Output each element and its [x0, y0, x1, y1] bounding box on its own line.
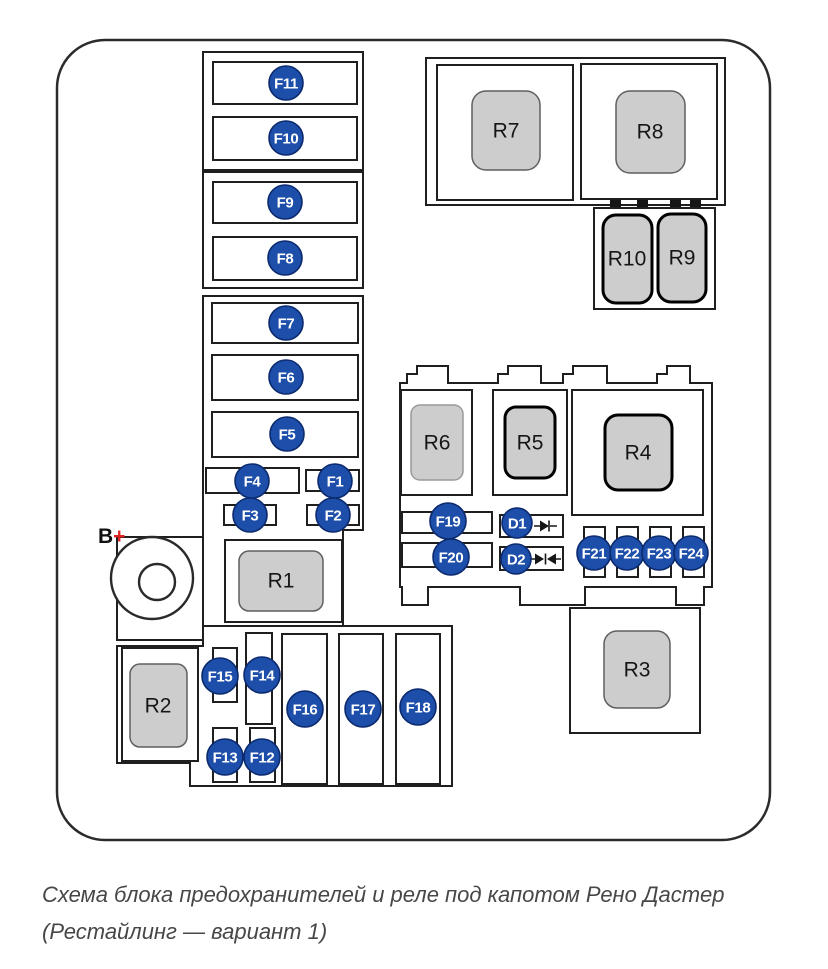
fuse-f23-label: F23: [646, 545, 672, 563]
fuse-f12-label: F12: [249, 749, 275, 767]
relay-r6-label: R6: [423, 431, 451, 455]
fuse-f19-label: F19: [435, 513, 461, 531]
fuse-f4-label: F4: [243, 473, 261, 491]
relay-r9-label: R9: [668, 246, 696, 270]
fuse-f10-label: F10: [273, 130, 299, 148]
connector-dash: [610, 200, 621, 207]
fuse-f17-label: F17: [350, 701, 376, 719]
fuse-f7-label: F7: [277, 315, 295, 333]
relay-r4-label: R4: [624, 441, 652, 465]
fuse-f24-label: F24: [678, 545, 704, 563]
battery-positive-label: [98, 525, 125, 548]
relay-r10-label: R10: [607, 247, 647, 271]
diagram-caption: [42, 876, 792, 950]
fuse-f11-label: F11: [274, 75, 298, 93]
battery-terminal-post-icon: [139, 564, 175, 600]
fuse-f9-label: F9: [276, 194, 294, 212]
relay-r3-label: R3: [623, 658, 651, 682]
relay-r1-label: R1: [267, 569, 295, 593]
fuse-f8-label: F8: [276, 250, 294, 268]
fuse-f20-label: F20: [438, 549, 464, 567]
fuse-f18-label: F18: [405, 699, 431, 717]
diode-d2-label: D2: [506, 551, 526, 569]
fuse-f14-label: F14: [249, 667, 275, 685]
relay-r5-label: R5: [516, 431, 544, 455]
fuse-f2-label: F2: [324, 507, 342, 525]
fuse-f6-label: F6: [277, 369, 295, 387]
b-letter: B: [98, 525, 114, 548]
fuse-f16-label: F16: [292, 701, 318, 719]
fuse-f22-label: F22: [614, 545, 640, 563]
fuse-f13-label: F13: [212, 749, 238, 767]
fuse-f3-label: F3: [241, 507, 259, 525]
relay-box-r3: [570, 608, 700, 733]
relay-r2-label: R2: [144, 694, 172, 718]
connector-dash: [670, 200, 681, 207]
relay-r8-label: R8: [636, 120, 664, 144]
fuse-f5-label: F5: [278, 426, 296, 444]
caption-line-2: (Рестайлинг — вариант 1): [42, 919, 328, 944]
relay-r7-label: R7: [492, 119, 520, 143]
fuse-f15-label: F15: [207, 668, 233, 686]
connector-dash: [690, 200, 701, 207]
caption-line-1: Схема блока предохранителей и реле под капотом Рено Дастер: [42, 882, 725, 907]
fuse-f21-label: F21: [581, 545, 607, 563]
diode-d1-label: D1: [507, 515, 527, 533]
fuse-f1-label: F1: [326, 473, 344, 491]
plus-sign: +: [113, 525, 126, 548]
connector-dash: [637, 200, 648, 207]
